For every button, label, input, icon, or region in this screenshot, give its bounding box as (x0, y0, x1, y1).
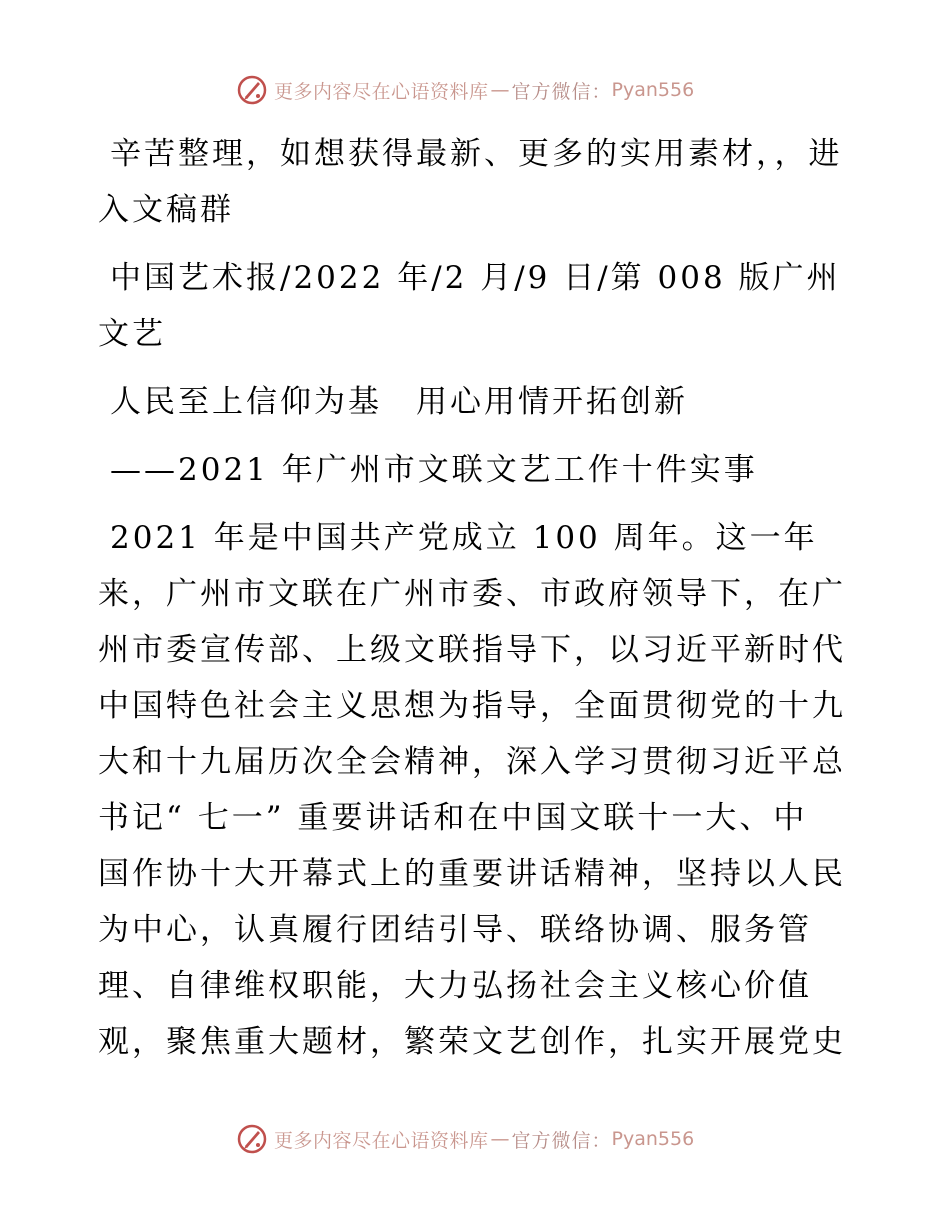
watermark-official-label: 官方微信： (511, 1129, 612, 1152)
header-watermark (236, 74, 694, 106)
intro-paragraph: 辛苦整理，如想获得最新、更多的实用素材，，进入文稿群 (98, 136, 843, 228)
body-paragraph (98, 510, 858, 1070)
body-line: 州市委宣传部、上级文联指导下，以习近平新时代 (98, 632, 846, 668)
body-line: 来，广州市文联在广州市委、市政府领导下，在广 (98, 576, 846, 612)
body-line: 大和十九届历次全会精神，深入学习贯彻习近平总 (98, 744, 846, 780)
body-line: 国作协十大开幕式上的重要讲话精神，坚持以人民 (98, 856, 846, 892)
watermark-dash: — (490, 79, 510, 101)
document-content (98, 126, 858, 1070)
watermark-text: 更多内容尽在心语资料库 (274, 1129, 489, 1152)
source-line: 中国艺术报/2022 年/2 月/9 日/第 008 版广州文艺 (98, 260, 841, 352)
footer-watermark (236, 1123, 694, 1155)
body-line: 2021 年是中国共产党成立 100 周年。这一年 (110, 520, 818, 556)
quill-logo-icon (236, 1123, 268, 1155)
watermark-wechat-id: Pyan556 (611, 1128, 695, 1150)
watermark-dash: — (490, 1128, 510, 1150)
body-line: 理、自律维权职能，大力弘扬社会主义核心价值 (98, 968, 812, 1004)
article-subtitle: ——2021 年广州市文联文艺工作十件实事 (110, 452, 758, 488)
watermark-text: 更多内容尽在心语资料库 (274, 80, 489, 103)
body-line: 为中心，认真履行团结引导、联络协调、服务管 (98, 912, 812, 948)
article-title: 人民至上信仰为基 用心用情开拓创新 (110, 384, 688, 420)
watermark-wechat-id: Pyan556 (611, 79, 695, 101)
body-line: 中国特色社会主义思想为指导，全面贯彻党的十九 (98, 688, 846, 724)
watermark-official-label: 官方微信： (511, 80, 612, 103)
body-line: 书记“ 七一” 重要讲话和在中国文联十一大、中 (98, 800, 808, 836)
body-line: 观，聚焦重大题材，繁荣文艺创作，扎实开展党史 (98, 1024, 846, 1060)
quill-logo-icon (236, 74, 268, 106)
